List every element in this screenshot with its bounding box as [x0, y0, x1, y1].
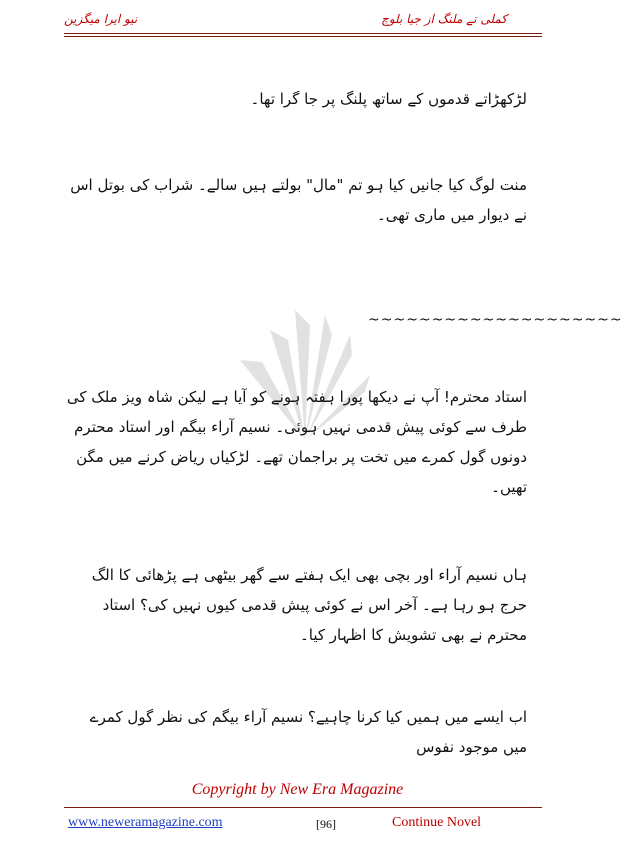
paragraph-4: ہاں نسیم آراء اور بچی بھی ایک ہفتے سے گھر بیٹھی ہے پڑھائی کا الگ حرج ہو رہا ہے۔ آخر اس نے کوئی پیش قدمی کیوں نہیں کی؟ استاد محترم نے بھی تشویش کا اظہار کیا۔ — [91, 566, 527, 644]
paragraph-1: لڑکھڑاتے قدموں کے ساتھ پلنگ پر جا گرا تھا۔ — [250, 90, 527, 108]
section-separator: ~~~~~~~~~~~~~~~~~~~~ — [368, 312, 623, 328]
magazine-name-header: نیو ایرا میگزین — [64, 12, 138, 26]
paragraph-2: منت لوگ کیا جانیں کیا ہو تم "مال" بولتے ہیں سالے۔ شراب کی بوتل اس نے دیوار میں ماری تھی۔ — [70, 176, 527, 224]
novel-title-header: کملی تے ملنگ از جیا بلوچ — [381, 12, 507, 26]
copyright-notice: Copyright by New Era Magazine — [191, 781, 404, 798]
paragraph-3: استاد محترم! آپ نے دیکھا پورا ہفتہ ہونے کو آیا ہے لیکن شاہ ویز ملک کی طرف سے کوئی پیش قدمی نہیں ہوئی۔ نسیم آراء بیگم اور استاد محترم دونوں گول کمرے میں تخت پر براجمان تھے۔ لڑکیاں ریاض کرنے میں مگن تھیں۔ — [66, 388, 527, 496]
continue-novel-label: Continue Novel — [392, 815, 482, 830]
footer-rule — [64, 807, 542, 808]
paragraph-5: اب ایسے میں ہمیں کیا کرنا چاہیے؟ نسیم آراء بیگم کی نظر گول کمرے میں موجود نفوس — [89, 708, 527, 756]
header-rule — [64, 33, 542, 34]
website-link[interactable]: www.neweramagazine.com — [68, 815, 223, 830]
page-number: [96] — [316, 817, 336, 831]
header-rule-thin — [64, 36, 542, 37]
